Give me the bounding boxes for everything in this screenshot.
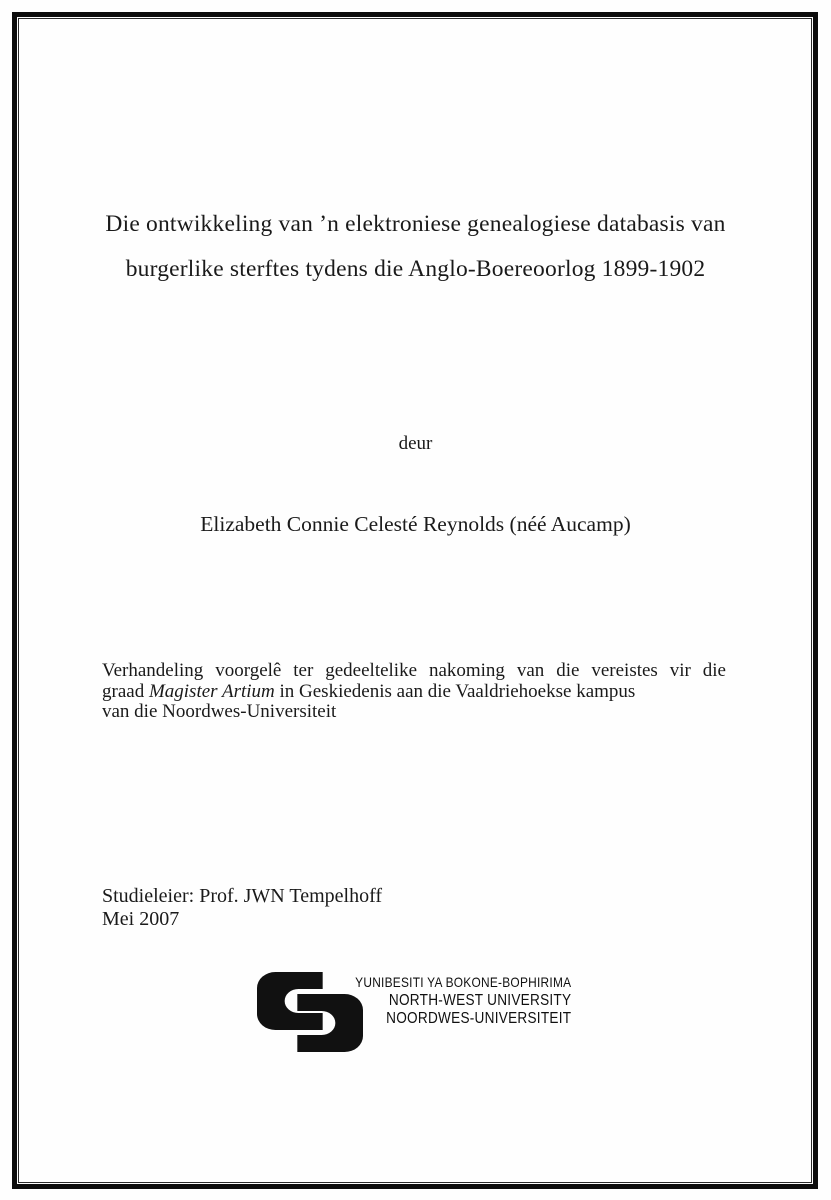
statement-line2-pre: graad	[102, 680, 149, 702]
statement-line3: van die Noordwes-Universiteit	[102, 701, 337, 723]
statement-line2-post: in Geskiedenis aan die Vaaldriehoekse kampus	[274, 680, 636, 702]
university-logo-icon	[257, 972, 363, 1052]
thesis-title	[0, 202, 831, 292]
logo-line-setswana: YUNIBESITI YA BOKONE-BOPHIRIMA	[354, 974, 571, 990]
byline: deur	[398, 433, 433, 454]
statement-line1: Verhandeling voorgelê ter gedeeltelike nakoming van die vereistes vir die	[102, 660, 726, 681]
logo-line-english: NORTH-WEST UNIVERSITY	[388, 992, 571, 1009]
thesis-title-line1: Die ontwikkeling van ’n elektroniese genealogiese databasis van	[105, 211, 726, 237]
supervisor-line: Studieleier: Prof. JWN Tempelhoff	[102, 885, 383, 907]
supervisor-block	[102, 885, 382, 931]
university-logo-wordmark	[355, 973, 571, 1028]
logo-line-afrikaans: NOORDWES-UNIVERSITEIT	[385, 1010, 571, 1027]
author-name: Elizabeth Connie Celesté Reynolds (néé Aucamp)	[200, 512, 631, 536]
thesis-title-line2: burgerlike sterftes tydens die Anglo-Boereoorlog 1899-1902	[125, 256, 706, 282]
date-line: Mei 2007	[102, 908, 180, 930]
degree-statement	[102, 661, 726, 723]
statement-line2	[102, 682, 726, 703]
degree-name-italic: Magister Artium	[148, 680, 275, 702]
